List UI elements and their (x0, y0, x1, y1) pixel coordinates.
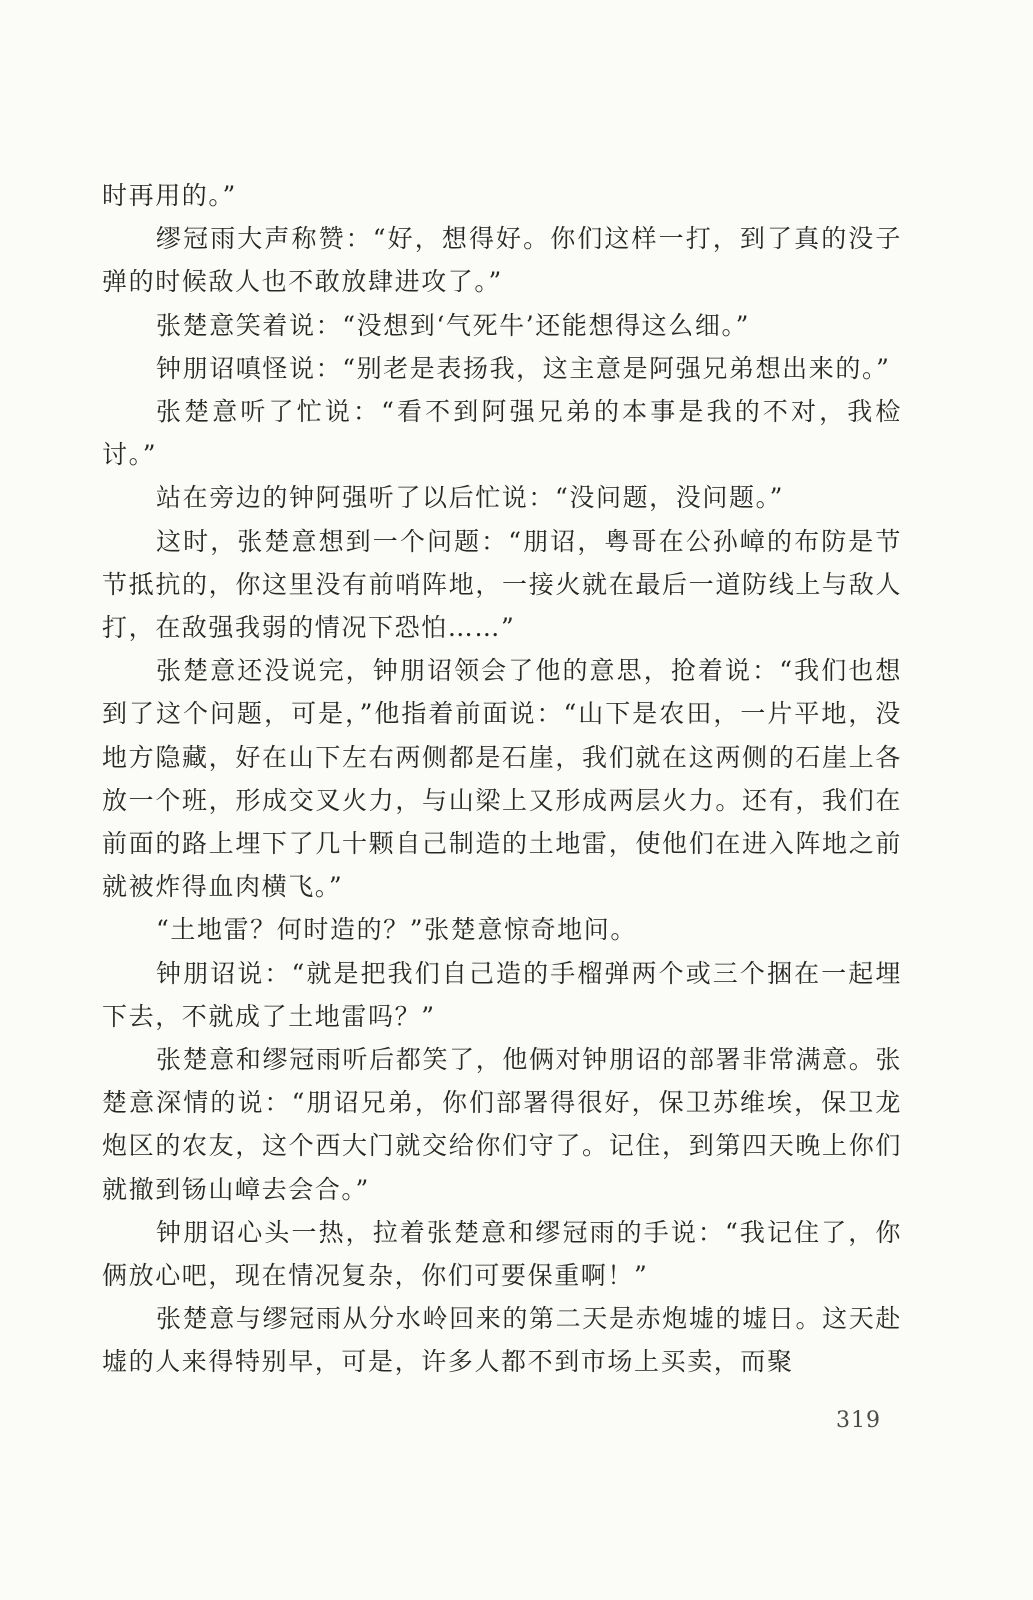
paragraph: 这时，张楚意想到一个问题：“朋诏，粤哥在公孙嶂的布防是节节抵抗的，你这里没有前哨阵地，一接火就在最后一道防线上与敌人打，在敌强我弱的情况下恐怕……” (102, 526, 902, 643)
paragraph: 钟朋诏心头一热，拉着张楚意和缪冠雨的手说：“我记住了，你俩放心吧，现在情况复杂，你们可要保重啊！” (102, 1217, 902, 1291)
paragraph: 站在旁边的钟阿强听了以后忙说：“没问题，没问题。” (156, 483, 785, 513)
page-number: 319 (836, 1408, 881, 1433)
paragraph: 张楚意笑着说：“没想到‘气死牛’还能想得这么细。” (156, 310, 750, 340)
paragraph: 钟朋诏说：“就是把我们自己造的手榴弹两个或三个捆在一起埋下去，不就成了土地雷吗？” (102, 958, 902, 1031)
paragraph: 缪冠雨大声称赞：“好，想得好。你们这样一打，到了真的没子弹的时候敌人也不敢放肆进攻了。” (102, 224, 902, 297)
paragraph: “土地雷？何时造的？”张楚意惊奇地问。 (156, 915, 637, 945)
paragraph: 钟朋诏嗔怪说：“别老是表扬我，这主意是阿强兄弟想出来的。” (156, 353, 891, 383)
paragraph: 张楚意听了忙说：“看不到阿强兄弟的本事是我的不对，我检讨。” (102, 397, 902, 470)
paragraph: 时再用的。” (102, 181, 237, 210)
paragraph: 张楚意与缪冠雨从分水岭回来的第二天是赤炮墟的墟日。这天赴墟的人来得特别早，可是，许多人都不到市场上买卖，而聚 (102, 1304, 902, 1377)
paragraph: 张楚意和缪冠雨听后都笑了，他俩对钟朋诏的部署非常满意。张楚意深情的说：“朋诏兄弟，你们部署得很好，保卫苏维埃，保卫龙炮区的农友，这个西大门就交给你们守了。记住，到第四天晚上你们就撤到钖山嶂去会合。” (102, 1045, 902, 1204)
body-text (102, 174, 902, 1384)
paragraph: 张楚意还没说完，钟朋诏领会了他的意思，抢着说：“我们也想到了这个问题，可是，”他指着前面说：“山下是农田，一片平地，没地方隐藏，好在山下左右两侧都是石崖，我们就在这两侧的石崖上各放一个班，形成交叉火力，与山梁上又形成两层火力。还有，我们在前面的路上埋下了几十颗自己制造的土地雷，使他们在进入阵地之前就被炸得血肉横飞。” (102, 656, 902, 902)
